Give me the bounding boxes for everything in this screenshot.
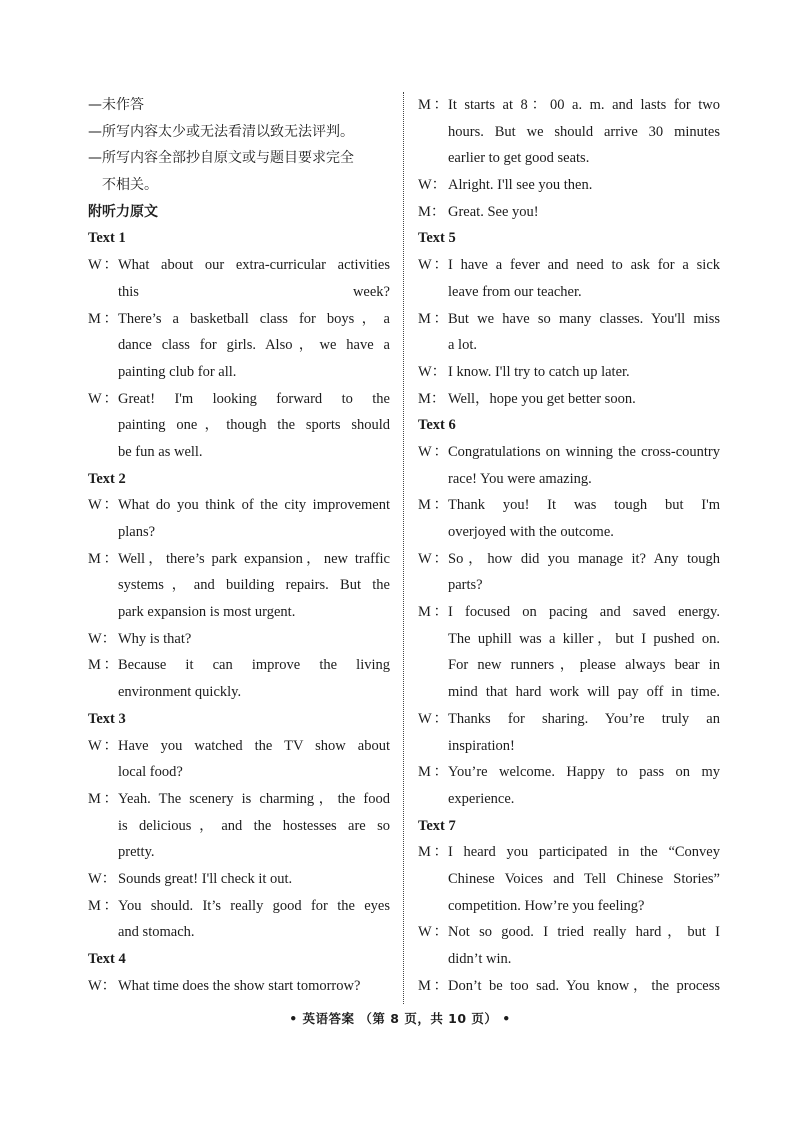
- dialogue-text: Why is that?: [118, 630, 192, 647]
- text-heading: Text 1: [88, 230, 126, 247]
- dialogue-text: Yeah. The scenery is charming，the food: [118, 790, 390, 807]
- dialogue-continuation: competition. How’re you feeling?: [448, 897, 645, 914]
- dialogue-line: [418, 172, 720, 199]
- text-heading: Text 4: [88, 951, 126, 967]
- dialogue-line: [418, 252, 720, 279]
- dialogue-line: [418, 199, 720, 226]
- dialogue-line: [418, 973, 720, 1000]
- dialogue-text: What time does the show start tomorrow?: [118, 977, 361, 994]
- speaker-label: M：: [418, 604, 448, 621]
- dialogue-line: [418, 919, 720, 946]
- dialogue-text: Thanks for sharing. You’re truly an: [448, 710, 720, 727]
- dialogue-line: [418, 439, 720, 466]
- text-heading: Text 5: [418, 230, 456, 247]
- dialogue-line: [418, 599, 720, 626]
- speaker-label: W：: [418, 924, 448, 941]
- scoring-note-line: —所写内容太少或无法看清以致无法评判。: [88, 123, 354, 140]
- dialogue-text: Alright. I'll see you then.: [448, 177, 593, 194]
- speaker-label: M：: [88, 550, 118, 567]
- speaker-label: W：: [88, 390, 118, 407]
- dialogue-text: Sounds great! I'll check it out.: [118, 870, 293, 887]
- dialogue-continuation: painting one，though the sports should: [118, 417, 390, 434]
- dialogue-continuation: environment quickly.: [118, 684, 242, 701]
- speaker-label: M：: [418, 390, 446, 407]
- dialogue-text: You should. It’s really good for the eyes: [118, 897, 390, 914]
- speaker-label: M：: [418, 764, 448, 781]
- dialogue-continuation: systems，and building repairs. But the: [118, 577, 390, 594]
- dialogue-continuation: The uphill was a killer，but I pushed on.: [448, 630, 720, 647]
- speaker-label: W：: [88, 630, 117, 647]
- dialogue-text: You’re welcome. Happy to pass on my: [448, 764, 720, 781]
- text-heading: Text 3: [88, 710, 126, 727]
- text-heading: Text 2: [88, 470, 126, 487]
- dialogue-text: Great. See you!: [448, 203, 539, 220]
- dialogue-line: [418, 706, 720, 733]
- dialogue-text: Don’t be too sad. You know，the process: [448, 977, 720, 994]
- scoring-note-line: —未作答: [88, 97, 144, 113]
- speaker-label: W：: [88, 497, 118, 514]
- dialogue-line: [88, 893, 390, 920]
- speaker-label: W：: [418, 177, 447, 194]
- dialogue-line: [88, 626, 390, 653]
- dialogue-line: [418, 92, 720, 119]
- dialogue-text: There’s a basketball class for boys，a: [118, 310, 390, 327]
- dialogue-text: It starts at 8：00 a. m. and lasts for two: [448, 97, 720, 113]
- dialogue-continuation: park expansion is most urgent.: [118, 604, 296, 621]
- dialogue-continuation: be fun as well.: [118, 443, 203, 460]
- dialogue-continuation: parts?: [448, 577, 483, 594]
- dialogue-text: Great! I'm looking forward to the: [118, 390, 390, 407]
- dialogue-line: [88, 786, 390, 813]
- speaker-label: M：: [88, 310, 118, 327]
- dialogue-line: [88, 866, 390, 893]
- column-divider: [403, 92, 404, 1004]
- dialogue-text: I have a fever and need to ask for a sick: [448, 257, 720, 274]
- dialogue-line: [88, 973, 390, 1000]
- dialogue-continuation: race! You were amazing.: [448, 470, 592, 487]
- dialogue-continuation: local food?: [118, 764, 183, 781]
- dialogue-continuation: experience.: [448, 790, 515, 807]
- dialogue-line: [418, 306, 720, 333]
- speaker-label: W：: [418, 710, 448, 727]
- dialogue-continuation: Chinese Voices and Tell Chinese Stories”: [448, 870, 720, 887]
- dialogue-text: But we have so many classes. You'll miss: [448, 310, 720, 327]
- dialogue-line: [418, 839, 720, 866]
- dialogue-line: [418, 492, 720, 519]
- text-heading: Text 7: [418, 817, 456, 834]
- speaker-label: M：: [418, 977, 448, 994]
- section-heading: 附听力原文: [88, 203, 158, 220]
- dialogue-line: [88, 252, 390, 279]
- dialogue-text: Because it can improve the living: [118, 657, 390, 674]
- dialogue-continuation: this week?: [118, 283, 390, 300]
- text-heading: Text 6: [418, 417, 456, 434]
- dialogue-text: Thank you! It was tough but I'm: [448, 497, 720, 514]
- dialogue-text: Well，hope you get better soon.: [448, 390, 636, 407]
- dialogue-continuation: dance class for girls. Also，we have a: [118, 337, 390, 354]
- dialogue-line: [88, 733, 390, 760]
- scoring-note-line: 不相关。: [102, 177, 158, 194]
- dialogue-continuation: hours. But we should arrive 30 minutes: [448, 123, 720, 140]
- dialogue-text: So，how did you manage it? Any tough: [448, 550, 720, 567]
- dialogue-text: I heard you participated in the “Convey: [448, 844, 720, 861]
- right-column: [418, 92, 720, 999]
- speaker-label: M：: [88, 790, 118, 807]
- speaker-label: M：: [418, 203, 446, 220]
- dialogue-text: Not so good. I tried really hard，but I: [448, 924, 720, 941]
- dialogue-continuation: plans?: [118, 524, 156, 540]
- dialogue-line: [88, 652, 390, 679]
- dialogue-text: Have you watched the TV show about: [118, 737, 390, 754]
- dialogue-continuation: mind that hard work will pay off in time.: [448, 684, 720, 701]
- speaker-label: W：: [418, 443, 448, 460]
- dialogue-continuation: inspiration!: [448, 737, 515, 754]
- speaker-label: M：: [418, 497, 448, 514]
- speaker-label: W：: [88, 257, 118, 274]
- dialogue-line: [418, 759, 720, 786]
- dialogue-continuation: is delicious，and the hostesses are so: [118, 817, 390, 834]
- speaker-label: M：: [88, 657, 118, 674]
- speaker-label: W：: [418, 363, 447, 380]
- speaker-label: W：: [418, 257, 448, 274]
- speaker-label: W：: [88, 737, 118, 754]
- dialogue-line: [418, 546, 720, 573]
- dialogue-text: What do you think of the city improvement: [118, 497, 390, 514]
- speaker-label: M：: [418, 310, 448, 327]
- dialogue-continuation: pretty.: [118, 844, 155, 861]
- dialogue-line: [88, 492, 390, 519]
- dialogue-text: Congratulations on winning the cross-country: [448, 443, 720, 460]
- speaker-label: M：: [418, 844, 448, 861]
- dialogue-line: [418, 359, 720, 386]
- dialogue-line: [88, 386, 390, 413]
- dialogue-continuation: earlier to get good seats.: [448, 150, 590, 167]
- scoring-note-line: —所写内容全部抄自原文或与题目要求完全: [88, 150, 354, 167]
- dialogue-continuation: a lot.: [448, 337, 477, 354]
- dialogue-line: [88, 546, 390, 573]
- dialogue-continuation: overjoyed with the outcome.: [448, 524, 614, 540]
- dialogue-continuation: didn’t win.: [448, 951, 512, 967]
- dialogue-continuation: leave from our teacher.: [448, 283, 582, 300]
- dialogue-continuation: and stomach.: [118, 924, 195, 941]
- speaker-label: W：: [418, 550, 448, 567]
- dialogue-text: Well，there’s park expansion，new traffic: [118, 550, 390, 567]
- dialogue-text: I focused on pacing and saved energy.: [448, 604, 720, 621]
- speaker-label: W：: [88, 870, 117, 887]
- speaker-label: W：: [88, 977, 117, 994]
- left-column: [88, 92, 390, 999]
- dialogue-line: [88, 306, 390, 333]
- dialogue-text: I know. I'll try to catch up later.: [448, 363, 630, 380]
- dialogue-continuation: painting club for all.: [118, 363, 237, 380]
- dialogue-text: What about our extra-curricular activities: [118, 257, 390, 274]
- dialogue-continuation: For new runners，please always bear in: [448, 657, 720, 674]
- speaker-label: M：: [418, 97, 448, 113]
- speaker-label: M：: [88, 897, 118, 914]
- dialogue-line: [418, 386, 720, 413]
- page-footer: • 英语答案 （第 8 页，共 10 页） •: [289, 1011, 511, 1026]
